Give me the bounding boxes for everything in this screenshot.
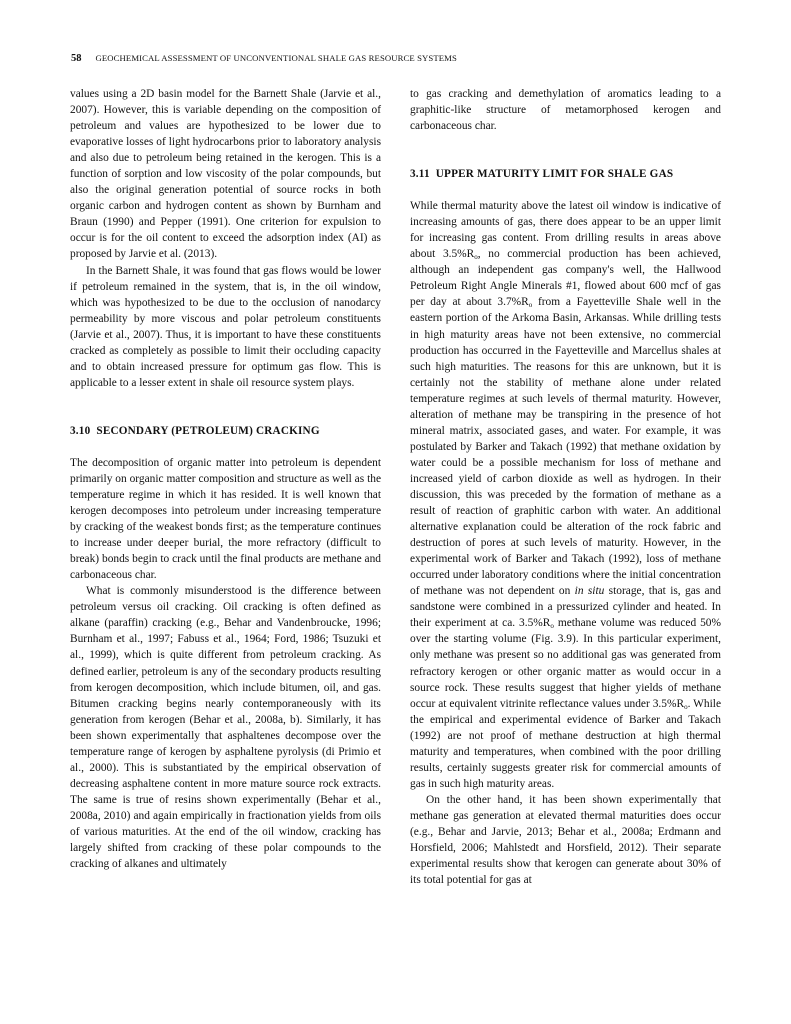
section-heading-3-11 <box>410 166 721 182</box>
subscript: o <box>528 301 533 310</box>
subscript: o <box>550 622 554 631</box>
text-run: methane volume was reduced 50% over the starting volume (Fig. 3.9). In this particular experiment, only methane was present so no additional gas was generated from refractory kerogen or other organic matter as would occur in a source rock. These results suggest that higher yields of methane occur at equivalent vitrinite reflectance values under 3.5%R <box>410 617 721 710</box>
text-run: , no commercial production has been achieved, although an independent gas company's well, the Hallwood Petroleum Right Angle Minerals #1, flowed about 600 mcf of gas per day at about 3.7%R <box>410 248 721 309</box>
text-run: from a Fayetteville Shale well in the eastern portion of the Arkoma Basin, Arkansas. While drilling tests in high maturity areas have not been extensive, no commercial production has occurred in the Fayetteville and Marcellus shales at such high maturities. The reasons for this are unknown, but it is certainly not the stability of methane alone under related temperature regimes at such levels of thermal maturity. However, alteration of methane may be transpiring in the presence of hot mineral matrix, associated gases, and water. For example, it was postulated by Barker and Takach (1992) that methane oxidation by water could be a possible mechanism for loss of methane and increased yield of carbon dioxide as well as hydrogen. In their discussion, this was preceded by the formation of methane as a result of reaction of graphitic carbon with water. An additional alternative explanation could be alteration of the rock fabric and destruction of pores at such levels of maturity. However, in the experimental work of Barker and Takach (1992), loss of methane occurred under laboratory conditions where the initial concentration of methane was not dependent on <box>410 296 721 598</box>
italic-text: in situ <box>574 585 605 598</box>
section-number: 3.10 <box>70 424 91 437</box>
text-run: While thermal maturity above the latest oil window is indicative of increasing amounts of gas, there does appear to be an upper limit for increasing gas content. From drilling results in areas above about 3.5%R <box>410 200 721 261</box>
subscript: o <box>684 702 688 711</box>
paragraph: What is commonly misunderstood is the difference between petroleum versus oil cracking. Oil cracking is often defined as alkane (paraffin) cracking (e.g., Behar and Vandenbroucke, 1996; Burnham et al., 1997; Fabuss et al., 1964; Ford, 1986; Tsuzuki et al., 1999), which is quite different from petroleum cracking. As defined earlier, petroleum is any of the secondary products resulting from kerogen decomposition, which include bitumen, oil, and gas. Bitumen cracking begins nearly contemporaneously with its generation from kerogen (Behar et al., 2008a, b). Similarly, it has been shown experimentally that asphaltenes decompose over the temperature range of kerogen by asphaltene pyrolysis (di Primio et al., 2000). This is substantiated by the empirical observation of decreasing asphaltene content in more mature source rock extracts. The same is true of resins shown experimentally (Behar et al., 2008a, 2010) and again empirically in fractionation yields from oils of various maturities. At the end of the oil window, cracking has largely shifted from cracking of these polar compounds to the cracking of alkanes and ultimately <box>70 585 381 871</box>
paragraph: to gas cracking and demethylation of aromatics leading to a graphitic-like structure of metamorphosed kerogen and carbonaceous char. <box>410 88 721 133</box>
running-title: GEOCHEMICAL ASSESSMENT OF UNCONVENTIONAL SHALE GAS RESOURCE SYSTEMS <box>95 53 457 63</box>
paragraph: values using a 2D basin model for the Barnett Shale (Jarvie et al., 2007). However, this is variable depending on the composition of petroleum and values are hypothesized to be lower due to evaporative losses of light hydrocarbons prior to laboratory analysis and also due to petroleum being retained in the kerogen. This is a function of sorption and low viscosity of the polar compounds, but also the original generation potential of source rocks in both organic carbon and hydrogen content as shown by Burnham and Braun (1990) and Pepper (1991). One criterion for expulsion to occur is for the oil content to exceed the adsorption index (AI) as proposed by Jarvie et al. (2013). <box>70 88 381 261</box>
section-title: SECONDARY (PETROLEUM) CRACKING <box>96 424 320 437</box>
paragraph <box>410 198 721 792</box>
page-number: 58 <box>71 53 82 64</box>
paragraph: In the Barnett Shale, it was found that gas flows would be lower if petroleum remained in the system, that is, in the oil window, which was hypothesized to be due to the occlusion of nanodarcy permeability by more viscous and polar petroleum constituents (Jarvie et al., 2007). Thus, it is important to have these constituents cracked as completely as possible to limit their occluding capacity and to obtain increased pressure for optimum gas flow. This is applicable to a lesser extent in shale oil resource system plays. <box>70 264 381 389</box>
left-column <box>70 86 381 872</box>
section-number: 3.11 <box>410 168 430 181</box>
paragraph: On the other hand, it has been shown experimentally that methane gas generation at elevated thermal maturities does occur (e.g., Behar and Jarvie, 2013; Behar et al., 2008a; Erdmann and Horsfield, 2006; Mahlstedt and Horsfield, 2012). Their separate experimental results show that kerogen can generate about 30% of its total potential for gas at <box>410 793 721 887</box>
text-run: storage, that is, gas and sandstone were combined in a pressurized cylinder and heated. In their experiment at ca. 3.5%R <box>410 585 721 630</box>
text-run: . While the empirical and experimental evidence of Barker and Takach (1992) are not proof of methane destruction at high thermal maturity and temperatures, when combined with the poor drilling results, certainly suggests greater risk for commercial amounts of gas in such high maturity areas. <box>410 697 721 790</box>
section-heading-3-10 <box>70 423 381 439</box>
subscript: o <box>474 253 478 262</box>
section-title: UPPER MATURITY LIMIT FOR SHALE GAS <box>435 168 674 181</box>
right-column <box>410 86 721 888</box>
paragraph: The decomposition of organic matter into petroleum is dependent primarily on organic matter composition and structure as well as the temperature regime in which it has resided. It is well known that kerogen decomposes into petroleum under increasing temperature by cracking of the weakest bonds first; as the temperature continues to increase under deeper burial, the more refractory (difficult to break) bonds begin to crack until the final products are methane and carbonaceous char. <box>70 456 381 582</box>
running-header <box>71 53 731 69</box>
